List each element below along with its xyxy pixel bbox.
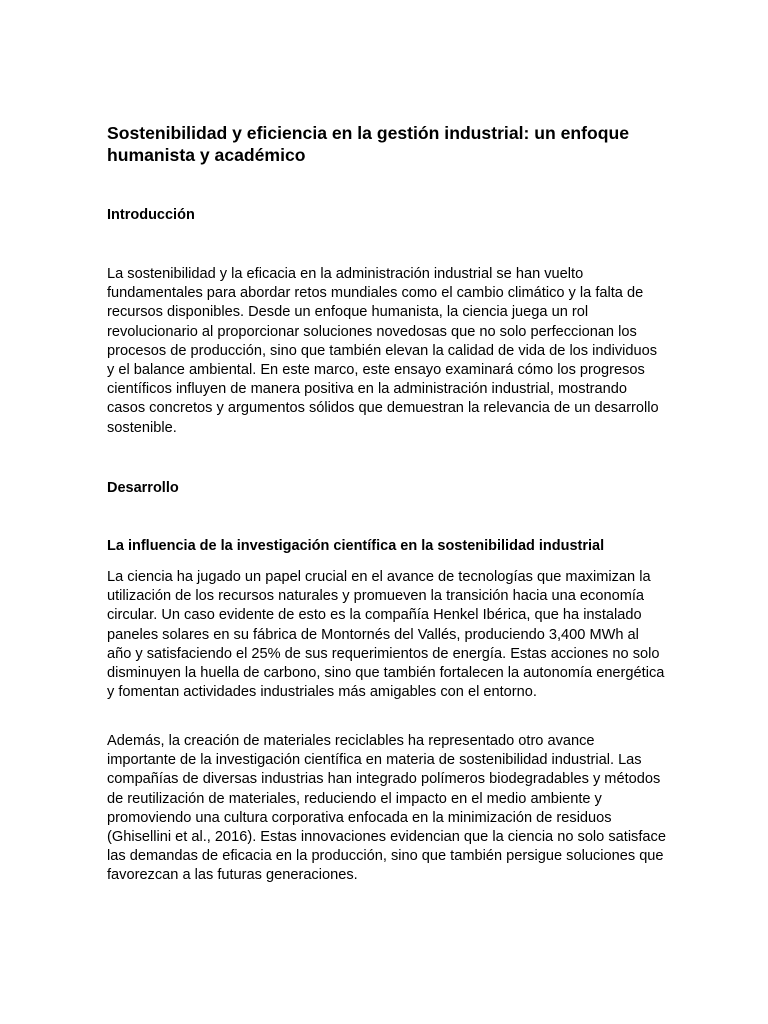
section-heading-desarrollo: Desarrollo — [107, 480, 179, 496]
document-title: Sostenibilidad y eficiencia en la gestión industrial: un enfoque humanista y académico — [107, 123, 630, 165]
introduccion-paragraph: La sostenibilidad y la eficacia en la administración industrial se han vuelto fundamentales para abordar retos mundiales como el cambio climático y la falta de recursos disponibles. Desde un enfoque humanista, la ciencia juega un rol revolucionario al proporcionar soluciones novedosas que no solo perfeccionan los procesos de producción, sino que también elevan la calidad de vida de los individuos y el balance ambiental. En este marco, este ensayo examinará cómo los progresos científicos influyen de manera positiva en la administración industrial, mostrando casos concretos y argumentos sólidos que demuestran la relevancia de un desarrollo sostenible. — [107, 266, 659, 436]
section-heading-introduccion: Introducción — [107, 207, 195, 223]
desarrollo-paragraph-2: Además, la creación de materiales reciclables ha representado otro avance importante de la investigación científica en materia de sostenibilidad industrial. Las compañías de diversas industrias han integrado polímeros biodegradables y métodos de reutilización de materiales, reduciendo el impacto en el medio ambiente y promoviendo una cultura corporativa enfocada en la minimización de residuos (Ghisellini et al., 2016). Estas innovaciones evidencian que la ciencia no solo satisface las demandas de eficacia en la producción, sino que también persigue soluciones que favorezcan a las futuras generaciones. — [107, 733, 666, 884]
desarrollo-paragraph-1: La ciencia ha jugado un papel crucial en el avance de tecnologías que maximizan la utilización de los recursos naturales y promueven la transición hacia una economía circular. Un caso evidente de esto es la compañía Henkel Ibérica, que ha instalado paneles solares en su fábrica de Montornés del Vallés, produciendo 3,400 MWh al año y satisfaciendo el 25% de sus requerimientos de energía. Estas acciones no solo disminuyen la huella de carbono, sino que también fortalecen la autonomía energética y fomentan actividades industriales más amigables con el entorno. — [107, 569, 665, 701]
subsection-heading-investigacion: La influencia de la investigación científica en la sostenibilidad industrial — [107, 538, 605, 554]
